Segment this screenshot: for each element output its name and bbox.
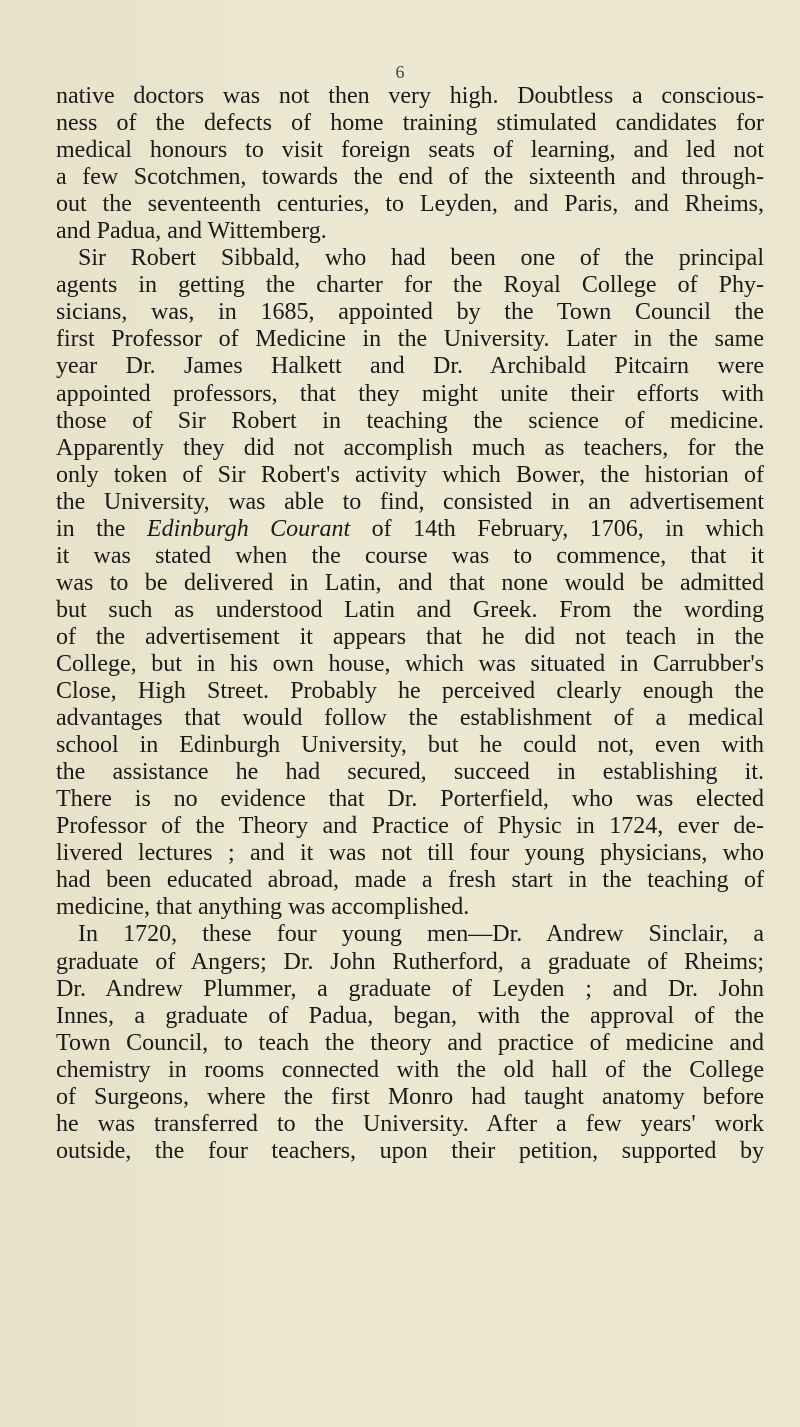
text-line: Innes, a graduate of Padua, began, with the approval of the <box>56 1002 764 1029</box>
text-line: In 1720, these four young men—Dr. Andrew Sinclair, a <box>78 921 764 948</box>
text-line: native doctors was not then very high. Doubtless a conscious- <box>56 83 764 109</box>
text-line <box>56 516 764 543</box>
text-line: he was transferred to the University. After a few years' work <box>56 1110 764 1137</box>
text-line: There is no evidence that Dr. Porterfield, who was elected <box>56 786 764 813</box>
text-line: outside, the four teachers, upon their petition, supported by <box>56 1137 764 1164</box>
italic-title: Edinburgh Courant <box>146 515 351 542</box>
text-line: chemistry in rooms connected with the old hall of the College <box>56 1056 764 1083</box>
text-line: a few Scotchmen, towards the end of the sixteenth and through- <box>56 164 764 191</box>
text-line: livered lectures ; and it was not till four young physicians, who <box>56 840 764 867</box>
text-line: ness of the defects of home training stimulated candidates for <box>56 110 764 137</box>
text-line: graduate of Angers; Dr. John Rutherford, a graduate of Rheims; <box>56 948 764 975</box>
text-line: agents in getting the charter for the Royal College of Phy- <box>56 272 764 299</box>
text-line: advantages that would follow the establishment of a medical <box>56 705 764 732</box>
text-line: Close, High Street. Probably he perceived clearly enough the <box>56 678 764 705</box>
text-line: had been educated abroad, made a fresh start in the teaching of <box>56 867 764 894</box>
text-line: the University, was able to find, consisted in an advertisement <box>56 488 764 515</box>
text-line: year Dr. James Halkett and Dr. Archibald Pitcairn were <box>56 353 764 380</box>
text-line: appointed professors, that they might unite their efforts with <box>56 380 764 407</box>
text-line: first Professor of Medicine in the University. Later in the same <box>56 326 764 353</box>
text-line: the assistance he had secured, succeed in establishing it. <box>56 759 764 786</box>
text-line: medicine, that anything was accomplished. <box>56 894 470 921</box>
text-line: was to be delivered in Latin, and that none would be admitted <box>56 569 764 596</box>
text-line: only token of Sir Robert's activity which Bower, the historian of <box>56 461 764 488</box>
text-line: of Surgeons, where the first Monro had taught anatomy before <box>56 1083 764 1110</box>
text-line: sicians, was, in 1685, appointed by the Town Council the <box>56 299 764 326</box>
text-line: Sir Robert Sibbald, who had been one of the principal <box>78 245 764 272</box>
text-line: Professor of the Theory and Practice of Physic in 1724, ever de- <box>56 813 764 840</box>
text-segment: in the <box>56 515 147 542</box>
text-segment: of 14th February, 1706, in which <box>350 515 765 542</box>
text-line: school in Edinburgh University, but he could not, even with <box>56 732 764 759</box>
text-line: Apparently they did not accomplish much as teachers, for the <box>56 434 764 461</box>
text-line: but such as understood Latin and Greek. From the wording <box>56 596 764 623</box>
text-line: of the advertisement it appears that he did not teach in the <box>56 623 764 650</box>
page-number: 6 <box>395 62 405 82</box>
text-line: College, but in his own house, which was situated in Carrubber's <box>56 650 764 677</box>
body-text <box>56 83 764 1165</box>
text-line: out the seventeenth centuries, to Leyden, and Paris, and Rheims, <box>56 191 764 218</box>
text-line: and Padua, and Wittemberg. <box>56 218 327 245</box>
text-line: medical honours to visit foreign seats of learning, and led not <box>56 137 764 164</box>
text-line: those of Sir Robert in teaching the science of medicine. <box>56 407 764 434</box>
text-line: it was stated when the course was to commence, that it <box>56 542 764 569</box>
text-line: Dr. Andrew Plummer, a graduate of Leyden ; and Dr. John <box>56 975 764 1002</box>
text-line: Town Council, to teach the theory and practice of medicine and <box>56 1029 764 1056</box>
